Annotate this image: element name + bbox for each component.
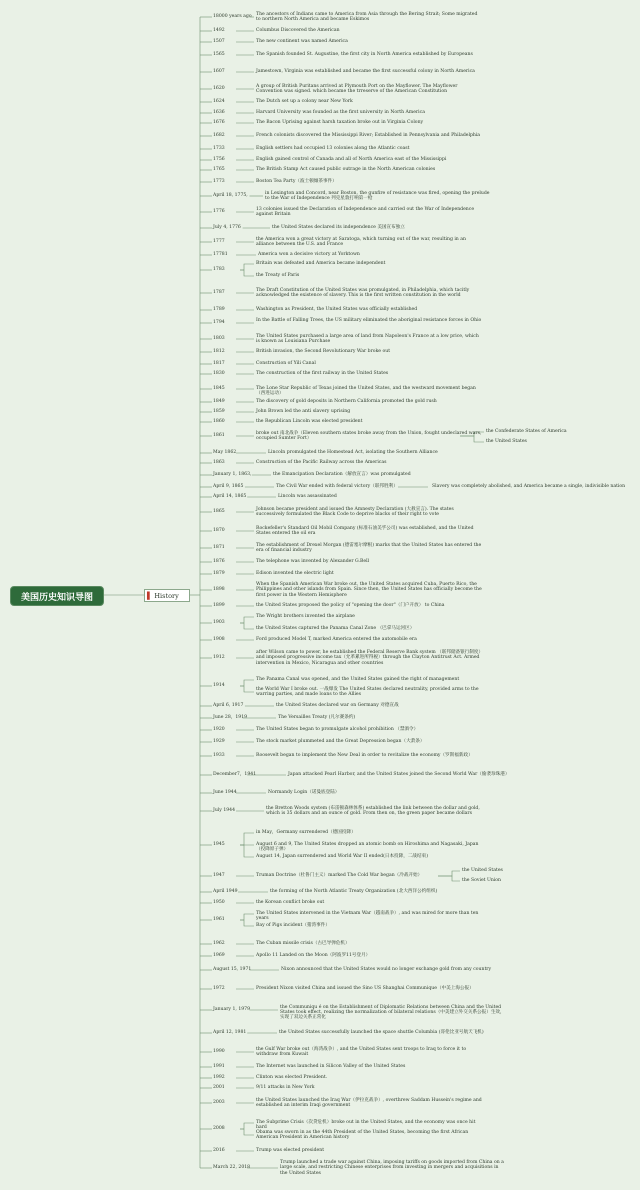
timeline-year[interactable]: 1871	[213, 545, 225, 550]
timeline-event[interactable]: the United States declared war on Germany 对德宣战	[276, 703, 399, 708]
timeline-year[interactable]: December7，1941	[213, 772, 257, 777]
timeline-event[interactable]: Washington as President, the United States was officially established	[256, 307, 418, 312]
timeline-year[interactable]: 18000 years ago	[213, 14, 252, 19]
timeline-year[interactable]: 1870	[213, 528, 225, 533]
timeline-year[interactable]: April 18, 1775,	[213, 193, 248, 198]
timeline-event[interactable]: The establishment of Drexel Morgan (德雷塞尔摩根) marks that the United States has entered the era of financial industry	[256, 542, 482, 553]
timeline-year[interactable]: 1945	[213, 842, 225, 847]
timeline-year[interactable]: 1733	[213, 146, 225, 151]
timeline-event[interactable]: The new continent was named America	[256, 39, 348, 44]
timeline-event[interactable]: Lincoln was assassinated	[278, 494, 337, 499]
timeline-event[interactable]: Jamestown, Virginia was established and became the first successful colony in North America	[256, 69, 475, 74]
history-branch-node[interactable]	[144, 589, 190, 602]
timeline-event[interactable]: The stock market plummeted and the Great Depression began（大萧条）	[256, 739, 425, 744]
timeline-year[interactable]: 1849	[213, 399, 225, 404]
timeline-year[interactable]: 1861	[213, 433, 225, 438]
timeline-event[interactable]: Britain was defeated and America became independent	[256, 261, 386, 266]
timeline-event[interactable]: The Dutch set up a colony near New York	[256, 99, 353, 104]
timeline-event[interactable]: Truman Doctrine（杜鲁门主义）marked The Cold War began（冷战开始）	[256, 873, 423, 878]
timeline-event[interactable]: Normandy Login（诺曼底登陆）	[268, 790, 340, 795]
timeline-event[interactable]: The construction of the first railway in the United States	[256, 371, 389, 376]
timeline-event[interactable]: The Bacon Uprising against harsh taxation broke out in Virginia Colony	[256, 120, 424, 125]
timeline-event[interactable]: the Emancipation Declaration（解放宣言）was promulgated	[273, 472, 411, 477]
timeline-year[interactable]: 1962	[213, 941, 225, 946]
timeline-year[interactable]: 1860	[213, 419, 225, 424]
timeline-year[interactable]: 1929	[213, 739, 225, 744]
timeline-event[interactable]: the Bretton Woods system (布雷顿森林体系) established the link between the dollar and gold, which is 35 dollars and an ounce of gold. From then on, the green paper became dollars	[266, 805, 480, 816]
timeline-year[interactable]: 1682	[213, 133, 225, 138]
timeline-event[interactable]: in May，Germany surrendered（德国投降）	[256, 830, 356, 835]
connector-curve	[240, 264, 254, 270]
timeline-year[interactable]: 1787	[213, 290, 225, 295]
timeline-event[interactable]: The United States began to promulgate alcohol prohibition （禁酒令）	[256, 727, 419, 732]
timeline-year[interactable]: 1812	[213, 349, 225, 354]
timeline-event[interactable]: the United States captured the Panama Canal Zone （巴拿马运河区）	[256, 626, 415, 631]
timeline-year[interactable]: 1636	[213, 110, 225, 115]
timeline-event[interactable]: Johnson became president and issued the Amnesty Declaration (大赦宣言). The states successively formulated the Black Code to deprive blacks of their right to vote	[256, 506, 454, 517]
connector-curve	[240, 914, 254, 920]
timeline-event[interactable]: Trump launched a trade war against China, imposing tariffs on goods imported from China on a large scale, and restricting Chinese enterprises from investing in mergers and acquisitions in the United States	[280, 1160, 504, 1176]
connector-curve	[240, 1123, 254, 1129]
timeline-event[interactable]: the forming of the North Atlantic Treaty Organization (北大西洋公约组织)	[270, 889, 438, 894]
timeline-event[interactable]: The telephone was invented by Alexander G.Bell	[256, 559, 370, 564]
timeline-event[interactable]: English settlers had occupied 13 colonies along the Atlantic coast	[256, 146, 410, 151]
timeline-event[interactable]: Lincoln promulgated the Homestead Act, isolating the Southern Alliance	[268, 450, 438, 455]
timeline-year[interactable]: 1991	[213, 1064, 225, 1069]
connector-curve	[240, 1129, 254, 1135]
timeline-event[interactable]: British invasion, the Second Revolutionary War broke out	[256, 349, 391, 354]
timeline-event[interactable]: The Draft Constitution of the United States was promulgated, in Philadelphia, which tacitly acknowledged the existence of slavery. This is the first written constitution in the world	[256, 287, 470, 298]
timeline-event[interactable]: The British Stamp Act caused public outrage in the North American colonies	[256, 167, 436, 172]
timeline-event[interactable]: English gained control of Canada and all of North America east of the Mississippi	[256, 157, 447, 162]
connector-curve	[240, 920, 254, 926]
timeline-event[interactable]: broke out 南北战争（Eleven southern states broke away from the Union, fought undeclared wars, occupied Sumter Fort）	[256, 430, 482, 441]
timeline-event[interactable]: Construction of Yili Canal	[256, 361, 316, 366]
timeline-year[interactable]: 1876	[213, 559, 225, 564]
timeline-event[interactable]: August 14, Japan surrendered and World War II ended(日本投降，二战结束)	[256, 854, 428, 859]
connector-curve	[240, 680, 254, 686]
timeline-event[interactable]: Nixon announced that the United States would no longer exchange gold from any country	[281, 967, 492, 972]
timeline-year[interactable]: 1908	[213, 637, 225, 642]
timeline-event[interactable]: The Versailles Treaty (凡尔赛条约)	[278, 715, 356, 720]
timeline-event[interactable]: the America won a great victory at Saratoga, which turning out of the war, resulting in an alliance between the U.S. and France	[256, 236, 466, 247]
timeline-event[interactable]: Roosevelt began to implement the New Deal in order to revitalize the economy（罗斯福新政）	[256, 753, 473, 758]
timeline-year[interactable]: 1817	[213, 361, 225, 366]
timeline-year[interactable]: March 22, 2018	[213, 1165, 251, 1170]
connector-curve	[240, 845, 254, 857]
timeline-year[interactable]: 1859	[213, 409, 225, 414]
connector-curve	[240, 623, 254, 629]
timeline-event[interactable]: the Republican Lincoln was elected president	[256, 419, 363, 424]
timeline-year[interactable]: 2001	[213, 1085, 225, 1090]
timeline-event[interactable]: Columbus Discovered the American	[256, 28, 340, 33]
timeline-event[interactable]: Construction of the Pacific Railway across the Americas	[256, 460, 387, 465]
timeline-year[interactable]: April 12, 1981	[213, 1030, 247, 1035]
timeline-year[interactable]: 1903	[213, 620, 225, 625]
timeline-year[interactable]: June 1944	[213, 790, 237, 795]
history-label: History	[154, 591, 179, 600]
timeline-year[interactable]: April 6, 1917	[213, 703, 244, 708]
timeline-event[interactable]: The Lone Star Republic of Texas joined the United States, and the westward movement began（西进运动）	[256, 386, 476, 397]
timeline-event[interactable]: The Panama Canal was opened, and the United States gained the right of management	[256, 677, 460, 682]
timeline-year[interactable]: January 1, 1979	[213, 1007, 251, 1012]
timeline-year[interactable]: April 9, 1865	[213, 484, 244, 489]
timeline-event[interactable]: The Wright brothers invented the airplane	[256, 614, 355, 619]
timeline-year[interactable]: 1676	[213, 120, 225, 125]
root-title: 美国历史知识导图	[20, 592, 93, 603]
timeline-event[interactable]: after Wilson came to power, he established the Federal Reserve Bank system （联邦储备银行制度）and imposed progressive income tax（允革累进所得税）through the Clayton Antitrust Act. Armed intervention in Mexico, Nicaragua and other countries	[256, 650, 481, 666]
timeline-year[interactable]: 1507	[213, 39, 225, 44]
timeline-event[interactable]: Bay of Pigs incident（猪湾事件）	[256, 923, 330, 928]
timeline-year[interactable]: 17781	[213, 252, 228, 257]
connector-curve	[240, 833, 254, 845]
timeline-year[interactable]: August 15, 1971	[213, 967, 252, 972]
timeline-event[interactable]: the United States launched the Iraq War（伊拉克战争）, overthrew Saddam Hussein's regime and established an interim Iraqi government	[256, 1097, 482, 1108]
timeline-event[interactable]: in Lexington and Concord, near Boston, the gunfire of resistance was fired, opening the prelude to the War of Independence 列克星敦打响第一枪	[265, 190, 490, 201]
timeline-event[interactable]: 9/11 attacks in New York	[256, 1085, 315, 1090]
timeline-year[interactable]: 1803	[213, 336, 225, 341]
timeline-event[interactable]: The ancestors of Indians came to America from Asia through the Bering Strait; Some migrated to northern North America and became Eskimos	[256, 11, 478, 22]
timeline-event[interactable]: The Internet was launched in Silicon Valley of the United States	[256, 1064, 406, 1069]
timeline-year[interactable]: 1992	[213, 1075, 225, 1080]
timeline-year[interactable]: 1933	[213, 753, 225, 758]
timeline-year[interactable]: June 28，1919	[213, 715, 248, 720]
timeline-year[interactable]: April 1949	[213, 889, 238, 894]
timeline-event[interactable]: John Brown led the anti slavery uprising	[256, 409, 351, 414]
timeline-event[interactable]: the United States successfully launched the space shuttle Columbia (哥伦比亚号航天飞机)	[279, 1030, 484, 1035]
timeline-event[interactable]: Obama was sworn in as the 44th President of the United States, becoming the first African American President in American history	[256, 1129, 469, 1140]
timeline-event[interactable]: Apollo 11 Landed on the Moon（阿波罗11号登月）	[256, 953, 371, 958]
timeline-event[interactable]: Rockefeller's Standard Oil Mobil Company (标准石油美孚公司) was established, and the United States entered the oil era	[256, 525, 474, 536]
timeline-year[interactable]: 1898	[213, 587, 225, 592]
timeline-year[interactable]: 1912	[213, 655, 225, 660]
timeline-year[interactable]: 1765	[213, 167, 225, 172]
timeline-event[interactable]: Japan attacked Pearl Harbor, and the United States joined the Second World War（偷袭珍珠港）	[288, 772, 510, 777]
timeline-year[interactable]: 1920	[213, 727, 225, 732]
timeline-event[interactable]: The Subprime Crisis（次贷危机）broke out in the United States, and the economy was once hit hard	[256, 1120, 476, 1131]
timeline-event[interactable]: In the Battle of Falling Trees, the US military eliminated the aboriginal resistance forces in Ohio	[256, 317, 482, 323]
timeline-year[interactable]: 1969	[213, 953, 225, 958]
timeline-event[interactable]: the World War I broke out. 一战爆发 The United States declared neutrality, provided arms to the warring parties, and made loans to the Allies	[256, 686, 479, 697]
timeline-year[interactable]: 2016	[213, 1148, 225, 1153]
timeline-year[interactable]: 1830	[213, 371, 225, 376]
timeline-year[interactable]: 1950	[213, 900, 225, 905]
connector-curve	[240, 686, 254, 692]
sub-node[interactable]: Slavery was completely abolished, and America became a single, indivisible nation	[432, 484, 626, 489]
timeline-year[interactable]: January 1, 1863,	[213, 472, 252, 477]
timeline-event[interactable]: the Korean conflict broke out	[256, 900, 325, 905]
timeline-event[interactable]: The Cuban missile crisis（古巴导弹危机）	[256, 941, 350, 946]
timeline-year[interactable]: 1624	[213, 99, 225, 104]
timeline-event[interactable]: The Spanish founded St. Augustine, the first city in North America established by Europeans	[256, 52, 473, 57]
sub-node[interactable]: the Soviet Union	[462, 878, 502, 883]
timeline-year[interactable]: 1773	[213, 179, 225, 184]
timeline-year[interactable]: 2003	[213, 1100, 225, 1105]
timeline-event[interactable]: Edison invented the electric light	[256, 571, 334, 576]
timeline-event[interactable]: A group of British Puritans arrived at Plymouth Port on the Mayflower. The Mayflower Convention was signed. which became the trreserve of the American Constitution	[256, 83, 458, 94]
timeline-event[interactable]: America won a decisive victory at Yorktown	[258, 252, 360, 257]
timeline-event[interactable]: August 6 and 9, The United States dropped an atomic bomb on Hiroshima and Nagasaki, Japan（投降原子弹）	[256, 842, 479, 853]
timeline-year[interactable]: 1863	[213, 460, 225, 465]
timeline-event[interactable]: the United States declared its independence 美国宣布独立	[272, 225, 405, 230]
timeline-year[interactable]: 2008	[213, 1126, 225, 1131]
timeline-year[interactable]: 1961	[213, 917, 225, 922]
timeline-year[interactable]: 1879	[213, 571, 225, 576]
timeline-year[interactable]: 1620	[213, 86, 225, 91]
timeline-event[interactable]: The United States intervened in the Vietnam War（越南战争）, and was mired for more than ten years	[256, 911, 479, 922]
timeline-event[interactable]: Boston Tea Party（波士顿倾茶事件）	[256, 179, 337, 184]
timeline-year[interactable]: 1756	[213, 157, 225, 162]
timeline-year[interactable]: 1565	[213, 52, 225, 57]
sub-node[interactable]: the United States	[462, 868, 503, 873]
timeline-year[interactable]: 1783	[213, 267, 225, 272]
timeline-event[interactable]: The discovery of gold deposits in Northern California promoted the gold rush	[256, 399, 437, 404]
timeline-event[interactable]: President Nixon visited China and issued the Sino US Shanghai Communique（中美上海公报）	[256, 986, 474, 991]
timeline-year[interactable]: May 1862	[213, 450, 237, 455]
sub-node[interactable]: the United States	[486, 439, 527, 444]
connector-curve	[240, 617, 254, 623]
timeline-event[interactable]: 13 colonies issued the Declaration of Independence and carried out the War of Independence against Britain	[256, 206, 475, 217]
connector-curve	[240, 270, 254, 276]
timeline-year[interactable]: 1794	[213, 320, 225, 325]
timeline-year[interactable]: April 14, 1865	[213, 494, 247, 499]
timeline-event[interactable]: the Treaty of Paris	[256, 273, 300, 278]
timeline-event[interactable]: The United States purchased a large area of land from Napoleon's France at a low price, which is known as Louisiana Purchase	[256, 333, 479, 344]
timeline-event[interactable]: Clinton was elected President.	[256, 1075, 328, 1080]
timeline-event[interactable]: French colonists discovered the Mississippi River; Established in Pennsylvania and Philadelphia	[256, 133, 481, 138]
timeline-year[interactable]: July 4, 1776	[213, 225, 241, 230]
timeline-year[interactable]: 1865	[213, 509, 225, 514]
timeline-event[interactable]: the United States proposed the policy of "opening the door"（门户开放） to China	[256, 603, 445, 608]
timeline-year[interactable]: 1990	[213, 1049, 225, 1054]
timeline-year[interactable]: 1789	[213, 307, 225, 312]
timeline-year[interactable]: 1947	[213, 873, 225, 878]
timeline-event[interactable]: The Civil War ended with federal victory（联邦胜利）	[276, 484, 398, 489]
timeline-event[interactable]: Ford produced Model T, marked America entered the automobile era	[256, 637, 417, 642]
sub-node[interactable]: the Confederate States of America	[486, 429, 567, 434]
root-node[interactable]	[10, 586, 104, 606]
timeline-year[interactable]: 1607	[213, 69, 225, 74]
timeline-year[interactable]: July 1944	[213, 808, 236, 813]
timeline-event[interactable]: the Gulf War broke out（海湾战争）, and the United States sent troops to Iraq to force it to withdraw from Kuwait	[256, 1046, 467, 1057]
timeline-event[interactable]: Trump was elected president	[256, 1148, 325, 1153]
timeline-year[interactable]: 1492	[213, 28, 225, 33]
timeline-year[interactable]: 1899	[213, 603, 225, 608]
timeline-event[interactable]: the Communiqu é on the Establishment of Diplomatic Relations between China and the United States took effect, realizing the normalization of bilateral relations（中美建立外交关系公报）生效，实现了双边关系正常化	[280, 1004, 505, 1021]
timeline-event[interactable]: Harvard University was founded as the first university in North America	[256, 110, 425, 115]
flag-icon: ▌	[147, 591, 153, 600]
timeline-year[interactable]: 1914	[213, 683, 225, 688]
timeline-year[interactable]: 1777	[213, 239, 225, 244]
timeline-year[interactable]: 1845	[213, 386, 225, 391]
timeline-event[interactable]: When the Spanish American War broke out, the United States acquired Cuba, Puerto Rico, the Philippines and other islands from Spain. Since then, the United States has officially become the first power in the Western Hemisphere	[256, 582, 482, 598]
timeline-year[interactable]: 1972	[213, 986, 225, 991]
timeline-year[interactable]: 1776	[213, 209, 225, 214]
